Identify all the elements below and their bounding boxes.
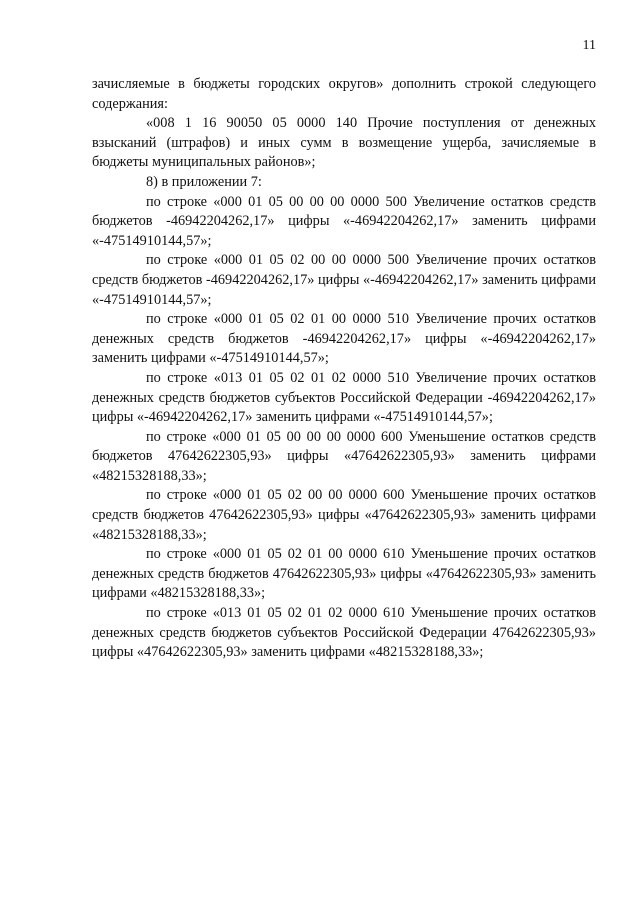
paragraph-amendment: по строке «000 01 05 00 00 00 0000 600 Уменьшение остатков средств бюджетов 47642622305,93» цифры «47642622305,93» заменить цифрами «48215328188,33»; bbox=[92, 428, 596, 484]
paragraph-amendment: по строке «013 01 05 02 01 02 0000 610 Уменьшение прочих остатков денежных средств бюджетов субъектов Российской Федерации 47642622305,93» цифры «47642622305,93» заменить цифрами «48215328188,33»; bbox=[92, 605, 596, 661]
paragraph-amendment: по строке «000 01 05 02 00 00 0000 600 Уменьшение прочих остатков средств бюджетов 47642622305,93» цифры «47642622305,93» заменить цифрами «48215328188,33»; bbox=[92, 487, 596, 543]
paragraph-amendment: по строке «000 01 05 00 00 00 0000 500 Увеличение остатков средств бюджетов -46942204262,17» цифры «-46942204262,17» заменить цифрами «-47514910144,57»; bbox=[92, 193, 596, 249]
paragraph-new-code-line: «008 1 16 90050 05 0000 140 Прочие поступления от денежных взысканий (штрафов) и иных сумм в возмещение ущерба, зачисляемые в бюджеты муниципальных районов»; bbox=[92, 115, 596, 171]
page-number: 11 bbox=[582, 38, 596, 53]
document-body bbox=[92, 75, 596, 663]
paragraph-amendment: по строке «013 01 05 02 01 02 0000 510 Увеличение прочих остатков денежных средств бюджетов субъектов Российской Федерации -46942204262,17» цифры «-46942204262,17» заменить цифрами «-47514910144,57»; bbox=[92, 369, 596, 426]
paragraph-amendment: по строке «000 01 05 02 01 00 0000 610 Уменьшение прочих остатков денежных средств бюджетов 47642622305,93» цифры «47642622305,93» заменить цифрами «48215328188,33»; bbox=[92, 546, 596, 602]
paragraph-appendix-7-heading: 8) в приложении 7: bbox=[146, 173, 262, 190]
paragraph-continuation: зачисляемые в бюджеты городских округов» дополнить строкой следующего содержания: bbox=[92, 76, 596, 112]
paragraph-amendment: по строке «000 01 05 02 01 00 0000 510 Увеличение прочих остатков денежных средств бюджетов -46942204262,17» цифры «-46942204262,17» заменить цифрами «-47514910144,57»; bbox=[92, 311, 596, 367]
paragraph-amendment: по строке «000 01 05 02 00 00 0000 500 Увеличение прочих остатков средств бюджетов -46942204262,17» цифры «-46942204262,17» заменить цифрами «-47514910144,57»; bbox=[92, 252, 596, 308]
